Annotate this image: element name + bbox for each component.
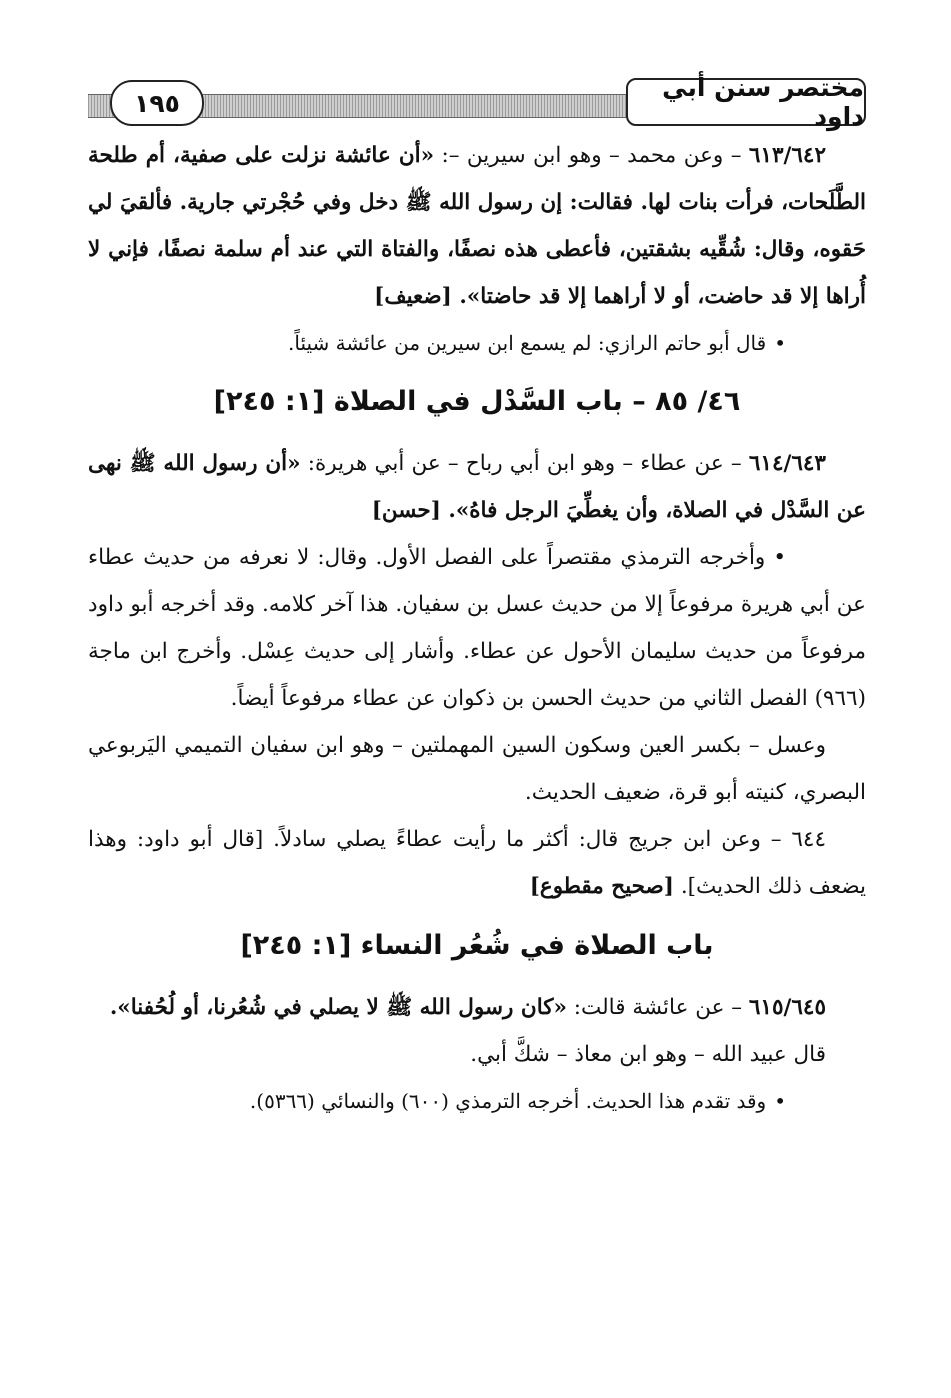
note-item <box>88 1078 866 1124</box>
page-content <box>88 132 866 1124</box>
hadith-text: – وعن ابن جريج قال: أكثر ما رأيت عطاءً يصلي سادلاً. [قال أبو داود: وهذا يضعف ذلك الحديث]. <box>88 827 866 899</box>
hadith-number: ٦١٤/٦٤٣ <box>748 451 826 476</box>
hadith-text: «أن رسول الله ﷺ نهى عن السَّدْل في الصلاة، وأن يغطِّيَ الرجل فاهُ». [حسن] <box>88 451 866 523</box>
hadith-642 <box>88 132 866 320</box>
hadith-grade: [صحيح مقطوع] <box>529 874 674 899</box>
note-text: قال أبو حاتم الرازي: لم يسمع ابن سيرين من عائشة شيئاً. <box>288 331 767 355</box>
hadith-number: ٦١٣/٦٤٢ <box>748 143 826 168</box>
hadith-645 <box>88 984 866 1031</box>
hadith-intro: – عن عطاء – وهو ابن أبي رباح – عن أبي هريرة: <box>300 451 749 476</box>
book-page <box>88 70 866 1290</box>
hadith-643 <box>88 440 866 534</box>
note-text: وأخرجه الترمذي مقتصراً على الفصل الأول. وقال: لا نعرفه من حديث عطاء عن أبي هريرة مرفوعاً إلا من حديث عسل بن سفيان. هذا آخر كلامه. وقد أخرجه أبو داود مرفوعاً من حديث سليمان الأحول عن عطاء. وأشار إلى حديث عِسْل. وأخرج ابن ماجة (٩٦٦) الفصل الثاني من حديث الحسن بن ذكوان عن عطاء مرفوعاً أيضاً. <box>88 545 866 711</box>
hadith-644 <box>88 816 866 910</box>
narrator-note: قال عبيد الله – وهو ابن معاذ – شكَّ أبي. <box>470 1042 826 1067</box>
bullet-icon: • <box>774 331 786 355</box>
page-number: ١٩٥ <box>110 80 204 126</box>
bullet-icon: • <box>774 1089 786 1113</box>
hadith-number: ٦١٥/٦٤٥ <box>748 995 826 1020</box>
book-title: مختصر سنن أبي داود <box>626 78 866 126</box>
chapter-heading-sadl: ٤٦/ ٨٥ – باب السَّدْل في الصلاة [١: ٢٤٥] <box>213 386 741 417</box>
hadith-text: «كان رسول الله ﷺ لا يصلي في شُعُرنا، أو لُحُفنا». <box>109 995 567 1020</box>
hadith-intro: – وعن محمد – وهو ابن سيرين –: <box>434 143 749 168</box>
hadith-text: «أن عائشة نزلت على صفية، أم طلحة الطَّلَحات، فرأت بنات لها. فقالت: إن رسول الله ﷺ دخل وفي حُجْرتي جارية. فألقيَ لي حَقوه، وقال: شُقِّيه بشقتين، فأعطى هذه نصفًا، والفتاة التي عند أم سلمة نصفًا، فإني لا أُراها إلا قد حاضت، أو لا أراهما إلا قد حاضتا». [ضعيف] <box>88 143 866 309</box>
note-paragraph: وعسل – بكسر العين وسكون السين المهملتين – وهو ابن سفيان التميمي اليَربوعي البصري، كنيته أبو قرة، ضعيف الحديث. <box>88 733 866 805</box>
hadith-number: ٦٤٤ <box>791 827 826 852</box>
page-header <box>88 73 866 131</box>
note-item <box>88 320 866 366</box>
chapter-heading-shuur: باب الصلاة في شُعُر النساء [١: ٢٤٥] <box>240 930 714 961</box>
hadith-intro: – عن عائشة قالت: <box>566 995 749 1020</box>
note-text: وقد تقدم هذا الحديث. أخرجه الترمذي (٦٠٠) والنسائي (٥٣٦٦). <box>249 1089 767 1113</box>
bullet-icon: • <box>773 545 786 570</box>
note-item <box>88 534 866 722</box>
